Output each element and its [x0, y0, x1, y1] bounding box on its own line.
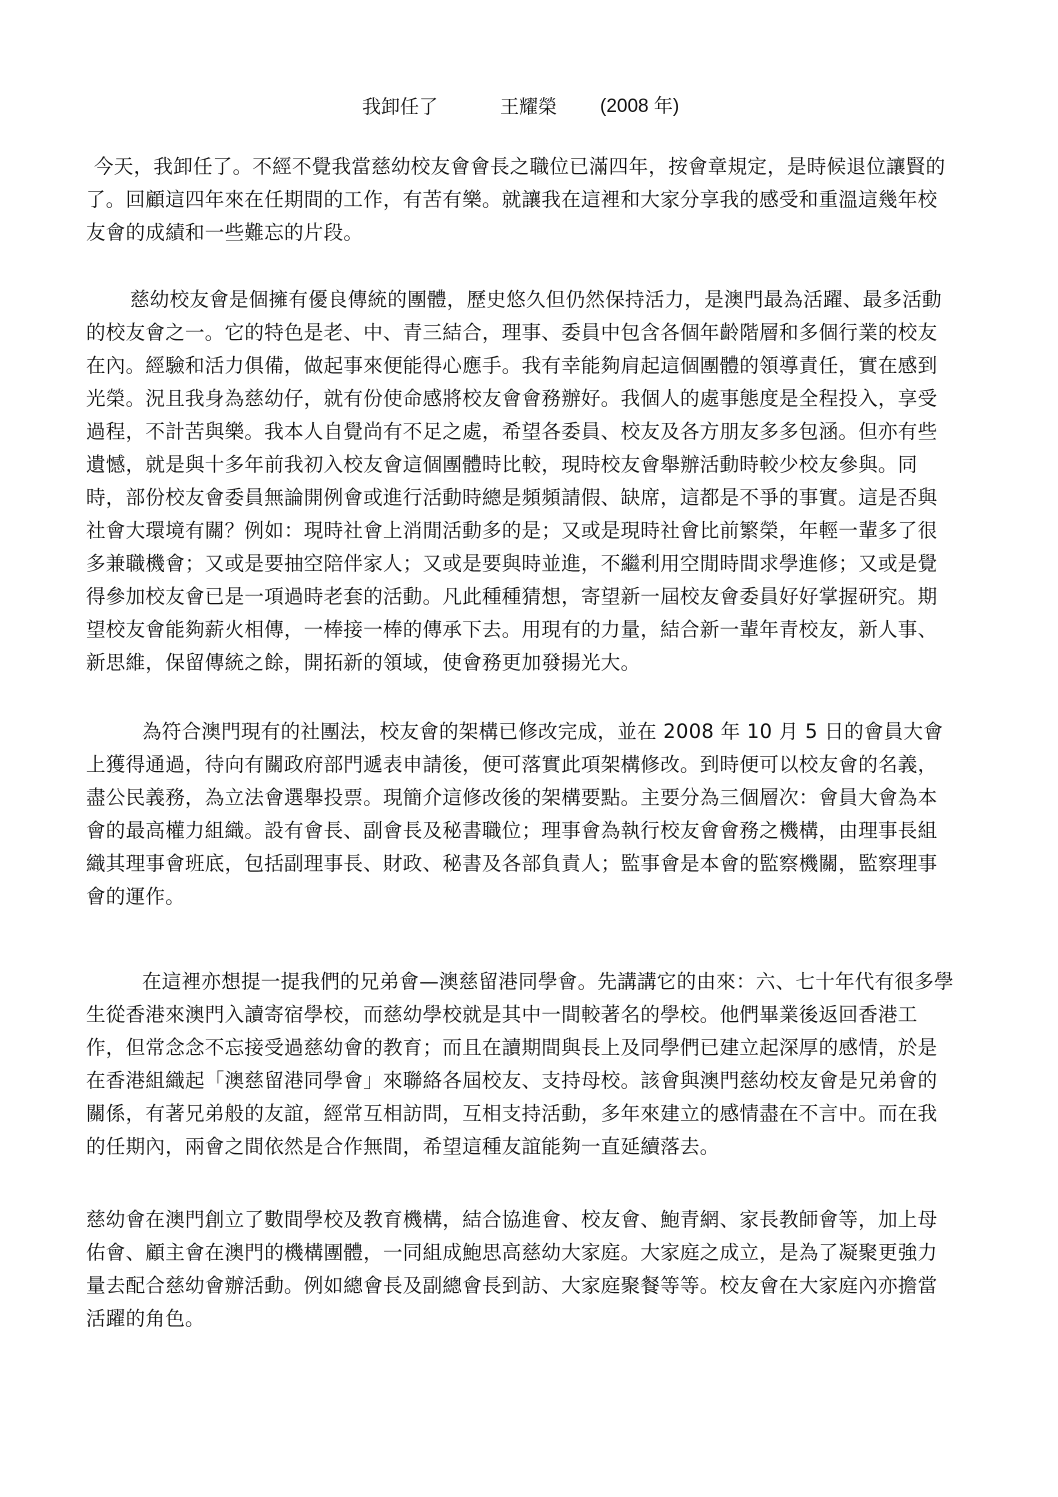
- title-text: 我卸任了: [362, 96, 439, 118]
- paragraph-3: 為符合澳門現有的社團法，校友會的架構已修改完成，並在 2008 年 10 月 5 日的會員大會上獲得通過，待向有關政府部門遞表申請後，便可落實此項架構修改。到時便可以校友會的名義，盡公民義務，為立法會選舉投票。現簡介這修改後的架構要點。主要分為三個層次：會員大會為本會的最高權力組織。設有會長、副會長及秘書職位；理事會為執行校友會會務之機構，由理事長組織其理事會班底，包括副理事長、財政、秘書及各部負責人；監事會是本會的監察機關，監察理事會的運作。: [86, 720, 944, 908]
- document-body: [86, 150, 956, 1335]
- paragraph-4: 在這裡亦想提一提我們的兄弟會—澳慈留港同學會。先講講它的由來：六、七十年代有很多學生從香港來澳門入讀寄宿學校，而慈幼學校就是其中一間較著名的學校。他們畢業後返回香港工作，但常念念不忘接受過慈幼會的教育；而且在讀期間與長上及同學們已建立起深厚的感情，於是在香港組織起「澳慈留港同學會」來聯絡各屆校友、支持母校。該會與澳門慈幼校友會是兄弟會的關係，有著兄弟般的友誼，經常互相訪問，互相支持活動，多年來建立的感情盡在不言中。而在我的任期內，兩會之間依然是合作無間，希望這種友誼能夠一直延續落去。: [86, 970, 954, 1158]
- paragraph-5: 慈幼會在澳門創立了數間學校及教育機構，結合協進會、校友會、鮑青網、家長教師會等，加上母佑會、顧主會在澳門的機構團體，一同組成鮑思高慈幼大家庭。大家庭之成立，是為了凝聚更強力量去配合慈幼會辦活動。例如總會長及副總會長到訪、大家庭聚餐等等。校友會在大家庭內亦擔當活躍的角色。: [86, 1208, 938, 1330]
- paragraph-1: 今天，我卸任了。不經不覺我當慈幼校友會會長之職位已滿四年，按會章規定，是時候退位讓賢的了。回顧這四年來在任期間的工作，有苦有樂。就讓我在這裡和大家分享我的感受和重溫這幾年校友會的成績和一些難忘的片段。: [86, 155, 946, 244]
- author-name: 王耀榮: [500, 96, 558, 118]
- paragraph-2: 慈幼校友會是個擁有優良傳統的團體，歷史悠久但仍然保持活力，是澳門最為活躍、最多活動的校友會之一。它的特色是老、中、青三結合，理事、委員中包含各個年齡階層和多個行業的校友在內。經驗和活力俱備，做起事來便能得心應手。我有幸能夠肩起這個團體的領導責任，實在感到光榮。況且我身為慈幼仔，就有份使命感將校友會會務辦好。我個人的處事態度是全程投入，享受過程，不計苦與樂。我本人自覺尚有不足之處，希望各委員、校友及各方朋友多多包涵。但亦有些遺憾，就是與十多年前我初入校友會這個團體時比較，現時校友會舉辦活動時較少校友參與。同時，部份校友會委員無論開例會或進行活動時總是頻頻請假、缺席，這都是不爭的事實。這是否與社會大環境有關？例如：現時社會上消閒活動多的是；又或是現時社會比前繁榮，年輕一輩多了很多兼職機會；又或是要抽空陪伴家人；又或是要與時並進，不繼利用空閒時間求學進修；又或是覺得參加校友會已是一項過時老套的活動。凡此種種猜想，寄望新一屆校友會委員好好掌握研究。期望校友會能夠薪火相傳，一棒接一棒的傳承下去。用現有的力量，結合新一輩年青校友，新人事、新思維，保留傳統之餘，開拓新的領域，使會務更加發揚光大。: [86, 288, 942, 674]
- document-title: [0, 92, 1058, 122]
- title-year: (2008 年): [600, 96, 680, 117]
